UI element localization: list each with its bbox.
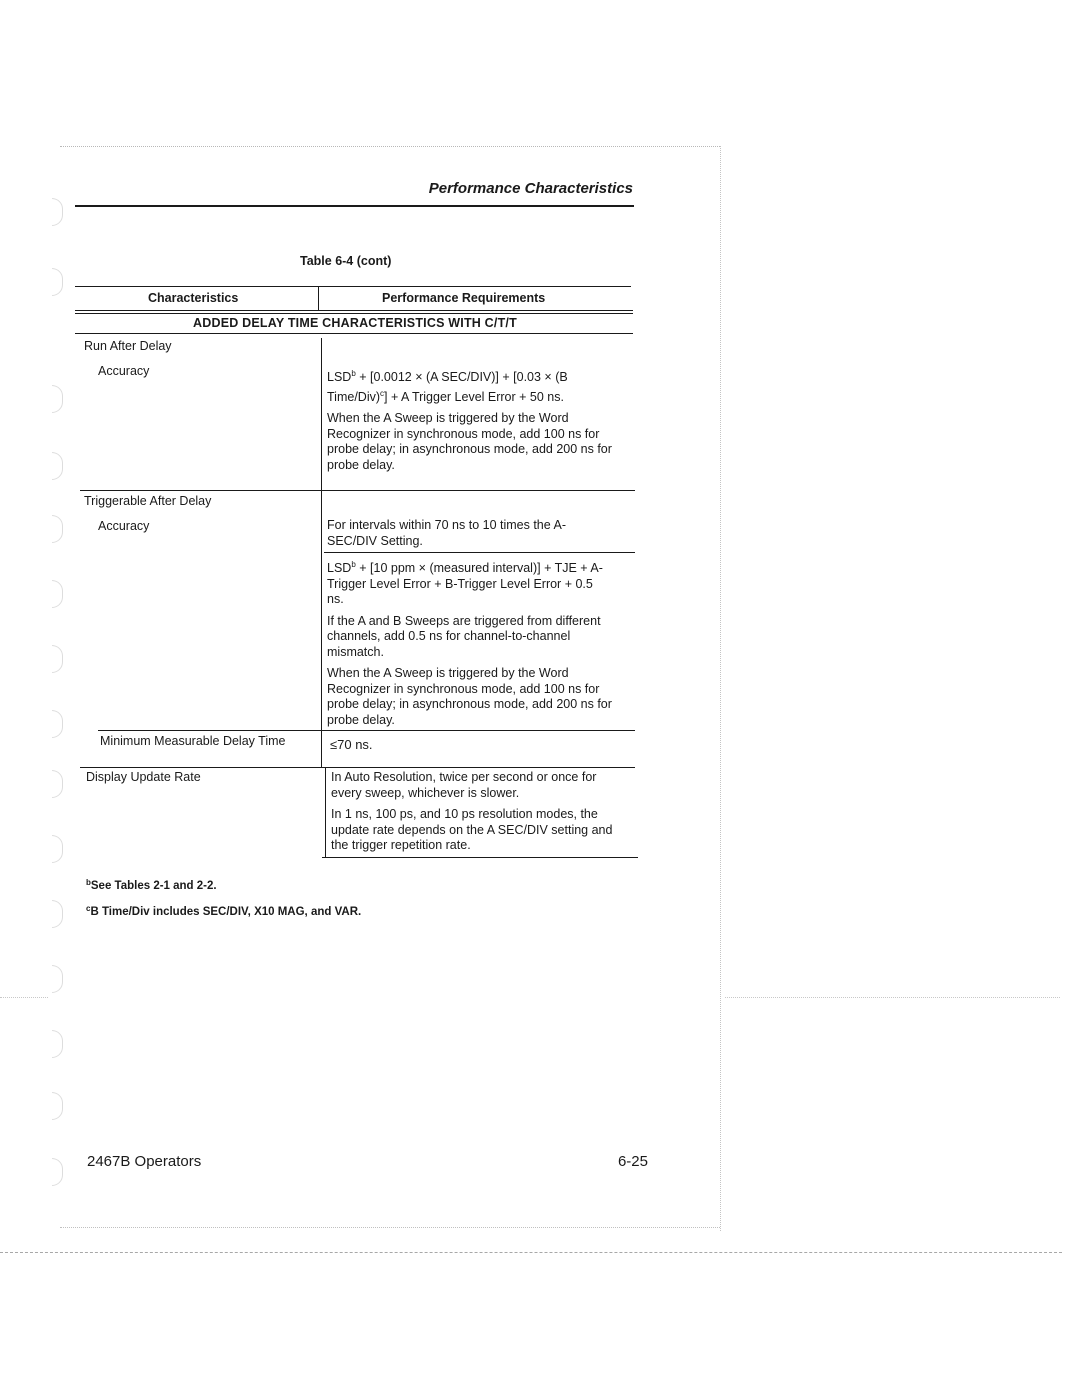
scan-floor-line bbox=[0, 1252, 1062, 1253]
scan-border-bottom bbox=[60, 1227, 720, 1228]
subrow-rule bbox=[324, 552, 635, 553]
manual-title: 2467B Operators bbox=[87, 1153, 202, 1170]
run-after-delay-formula: $LSD^b + [0.0012 \times (A$ SEC/DIV)] + [0.03 × (B Time/Div)$^c$] + A Trigger Level Error + 50 ns. bbox=[327, 369, 568, 404]
binder-hole-mark bbox=[52, 900, 63, 928]
table-top-rule bbox=[75, 286, 631, 287]
scan-side-line-left bbox=[0, 997, 48, 998]
footnote-c: $^c$B Time/Div includes SEC/DIV, X10 MAG, and VAR. bbox=[86, 904, 362, 918]
display-update-auto-note: In Auto Resolution, twice per second or once for every sweep, whichever is slower. bbox=[331, 770, 597, 800]
display-update-label: Display Update Rate bbox=[86, 770, 201, 784]
binder-hole-mark bbox=[52, 645, 63, 673]
header-rule bbox=[75, 205, 634, 207]
column-divider bbox=[321, 730, 322, 768]
scan-border-right bbox=[720, 146, 721, 1231]
column-divider bbox=[318, 286, 319, 310]
binder-hole-mark bbox=[52, 1092, 63, 1120]
minimum-delay-value: ≤70 ns. bbox=[330, 737, 373, 752]
row-rule bbox=[98, 730, 635, 731]
page-number: 6-25 bbox=[617, 1153, 648, 1170]
column-divider bbox=[325, 767, 326, 857]
triggerable-requirements bbox=[327, 557, 612, 734]
display-update-modes-note: In 1 ns, 100 ps, and 10 ps resolution modes, the update rate depends on the A SEC/DIV setting and the trigger repetition rate. bbox=[331, 807, 613, 852]
section-rule bbox=[75, 333, 633, 334]
binder-hole-mark bbox=[52, 515, 63, 543]
triggerable-after-delay-label: Triggerable After Delay bbox=[84, 494, 212, 508]
minimum-delay-label: Minimum Measurable Delay Time bbox=[100, 734, 286, 748]
run-after-delay-note: When the A Sweep is triggered by the Word Recognizer in synchronous mode, add 100 ns for probe delay; in asynchronous mode, add 200 ns for probe delay. bbox=[327, 411, 612, 472]
binder-hole-mark bbox=[52, 385, 63, 413]
binder-hole-mark bbox=[52, 580, 63, 608]
header-rule-1 bbox=[75, 310, 633, 311]
column-header-characteristics: Characteristics bbox=[148, 291, 239, 305]
triggerable-channel-note: If the A and B Sweeps are triggered from different channels, add 0.5 ns for channel-to-channel mismatch. bbox=[327, 613, 601, 659]
binder-hole-mark bbox=[52, 770, 63, 798]
section-title: ADDED DELAY TIME CHARACTERISTICS WITH C/T/T bbox=[193, 316, 517, 330]
scan-side-line-right bbox=[725, 997, 1060, 998]
binder-hole-mark bbox=[52, 198, 63, 226]
binder-hole-mark bbox=[52, 1158, 63, 1186]
binder-hole-mark bbox=[52, 710, 63, 738]
run-after-delay-accuracy-label: Accuracy bbox=[98, 364, 150, 378]
binder-hole-mark bbox=[52, 965, 63, 993]
triggerable-after-delay-accuracy-label: Accuracy bbox=[98, 519, 150, 533]
row-rule bbox=[80, 490, 635, 491]
triggerable-formula: $LSD^b + [10$ ppm × (measured interval)] + TJE + A-Trigger Level Error + B-Trigger Level Error + 0.5 ns. bbox=[327, 560, 603, 606]
table-title: Table 6-4 (cont) bbox=[300, 254, 392, 268]
triggerable-word-note: When the A Sweep is triggered by the Word Recognizer in synchronous mode, add 100 ns for probe delay; in asynchronous mode, add 200 ns for probe delay. bbox=[327, 666, 612, 727]
column-header-requirements: Performance Requirements bbox=[382, 291, 546, 305]
binder-hole-mark bbox=[52, 268, 63, 296]
run-after-delay-requirements bbox=[327, 366, 612, 479]
display-update-requirements bbox=[331, 770, 621, 860]
header-rule-2 bbox=[75, 313, 633, 314]
binder-hole-mark bbox=[52, 452, 63, 480]
row-rule bbox=[80, 767, 635, 768]
run-after-delay-label: Run After Delay bbox=[84, 339, 172, 353]
binder-hole-mark bbox=[52, 835, 63, 863]
scan-border-top bbox=[60, 146, 720, 147]
column-divider bbox=[321, 490, 322, 730]
triggerable-interval-note: For intervals within 70 ns to 10 times the A-SEC/DIV Setting. bbox=[327, 518, 566, 548]
table-bottom-rule bbox=[322, 857, 638, 858]
column-divider bbox=[321, 338, 322, 490]
footnote-b: $^b$See Tables 2-1 and 2-2. bbox=[86, 878, 217, 892]
running-head: Performance Characteristics bbox=[428, 180, 633, 197]
binder-hole-mark bbox=[52, 1030, 63, 1058]
